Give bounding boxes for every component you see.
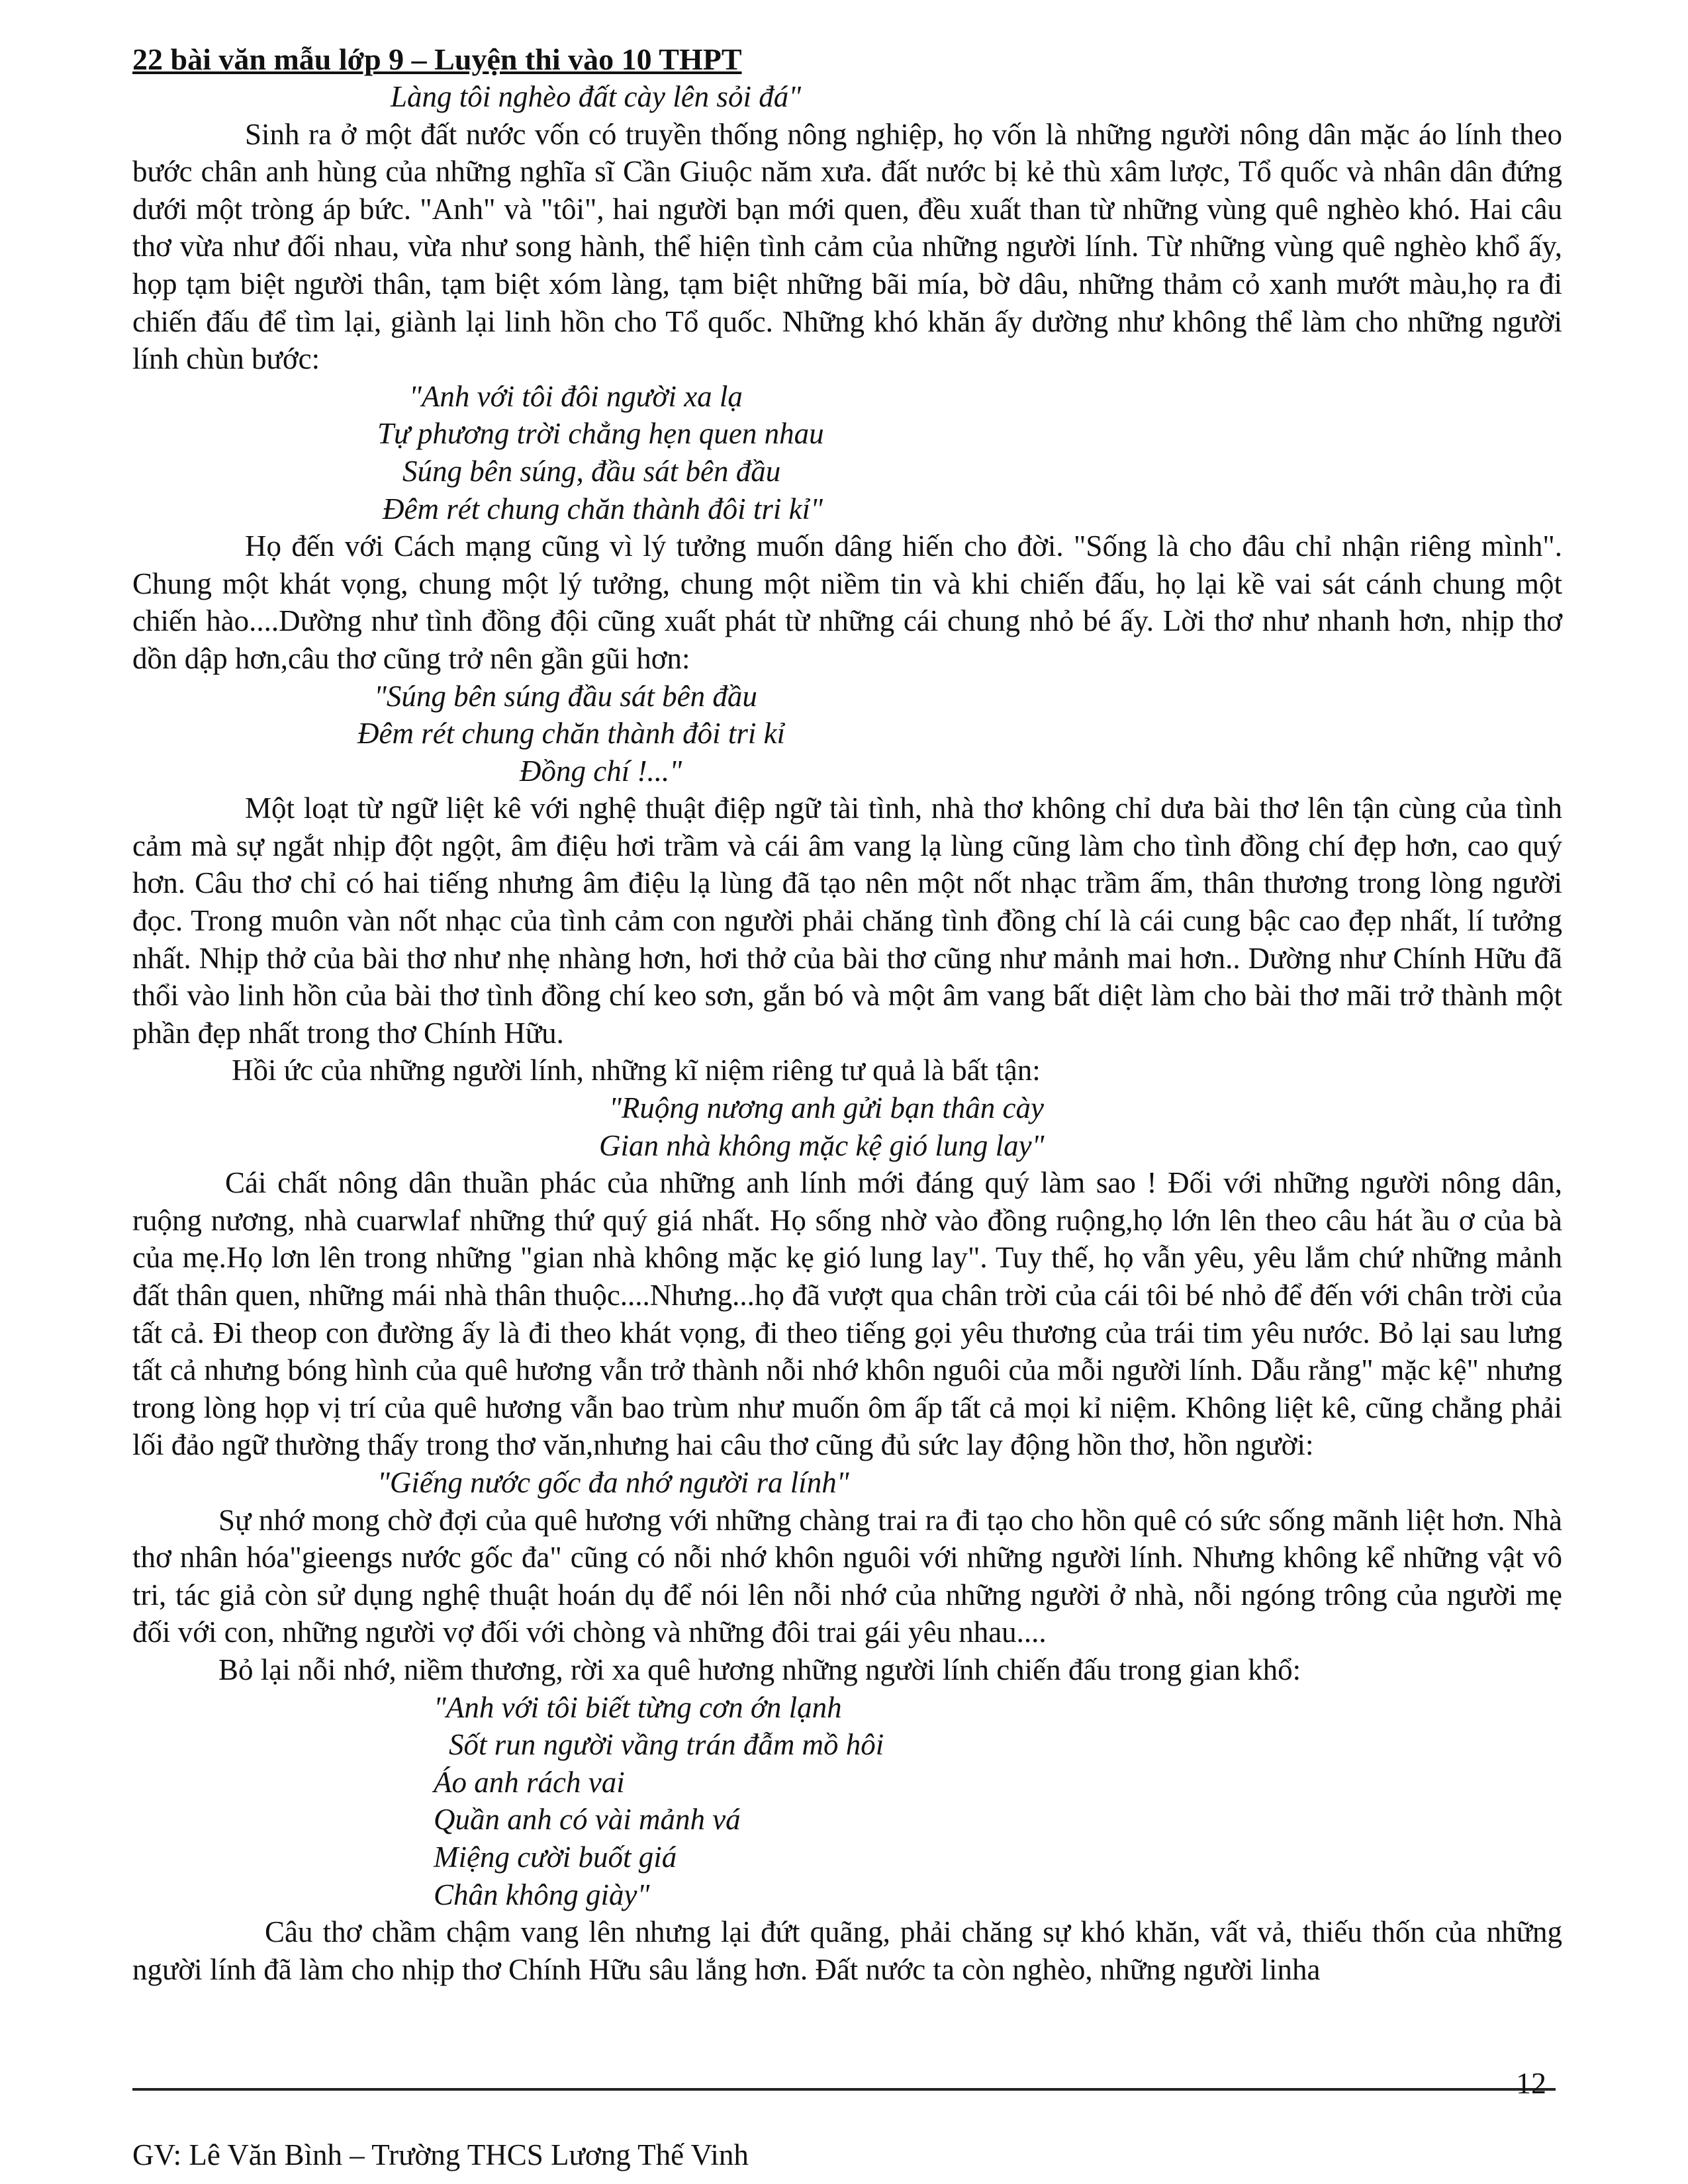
verse-line: "Súng bên súng đầu sát bên đầu — [374, 679, 757, 713]
paragraph: Bỏ lại nỗi nhớ, niềm thương, rời xa quê hương những người lính chiến đấu trong gian khổ: — [218, 1653, 1301, 1686]
paragraph: Cái chất nông dân thuần phác của những anh lính mới đáng quý làm sao ! Đối với những người nông dân, ruộng nương, nhà cuarwlaf những thứ quý giá nhất. Họ sống nhờ vào đồng ruộng,họ lớn lên theo câu hát ầu ơ của bà của mẹ.Họ lơn lên trong những "gian nhà không mặc kẹ gió lung lay". Tuy thế, họ vẫn yêu, yêu lắm chứ những mảnh đất thân quen, những mái nhà thân thuộc....Nhưng...họ đã vượt qua chân trời của cái tôi bé nhỏ để đến với chân trời của tất cả. Đi theop con đường ấy là đi theo khát vọng, đi theo tiếng gọi yêu thương của trái tim yêu nước. Bỏ lại sau lưng tất cả nhưng bóng hình của quê hương vẫn trở thành nỗi nhớ khôn nguôi của mỗi người lính. Dẫu rằng" mặc kệ" nhưng trong lòng họp vị trí của quê hương vẫn bao trùm như muốn ôm ấp tất cả mọi kỉ niệm. Không liệt kê, cũng chẳng phải lối đảo ngữ thường thấy trong thơ văn,nhưng hai câu thơ cũng đủ sức lay động hồn thơ, hồn người: — [132, 1166, 1562, 1462]
paragraph: Một loạt từ ngữ liệt kê với nghệ thuật điệp ngữ tài tình, nhà thơ không chỉ dưa bài thơ lên tận cùng của tình cảm mà sự ngắt nhịp đột ngột, âm điệu hơi trầm và cái âm vang lạ lùng cũng làm cho tình đồng chí đẹp hơn, cao quý hơn. Câu thơ chỉ có hai tiếng nhưng âm điệu lạ lùng đã tạo nên một nốt nhạc trầm ấm, thân thương trong lòng người đọc. Trong muôn vàn nốt nhạc của tình cảm con người phải chăng tình đồng chí là cái cung bậc cao đẹp nhất, lí tưởng nhất. Nhịp thở của bài thơ như nhẹ nhàng hơn, hơi thở của bài thơ cũng như mảnh mai hơn.. Dường như Chính Hữu đã thổi vào linh hồn của bài thơ tình đồng chí keo sơn, gắn bó và một âm vang bất diệt làm cho bài thơ mãi trở thành một phần đẹp nhất trong thơ Chính Hữu. — [132, 792, 1562, 1050]
document-content — [132, 41, 1562, 1988]
verse-line: Đồng chí !..." — [520, 754, 682, 788]
verse-block — [391, 78, 1562, 116]
paragraph: Họ đến với Cách mạng cũng vì lý tưởng muốn dâng hiến cho đời. "Sống là cho đâu chỉ nhận riêng mình". Chung một khát vọng, chung một lý tưởng, chung một niềm tin và khi chiến đấu, họ lại kề vai sát cánh chung một chiến hào....Dường như tình đồng đội cũng xuất phát từ những cái chung nhỏ bé ấy. Lời thơ như nhanh hơn, nhịp thơ dồn dập hơn,câu thơ cũng trở nên gần gũi hơn: — [132, 529, 1562, 675]
verse-block — [132, 1089, 1562, 1164]
paragraph: Sự nhớ mong chờ đợi của quê hương với những chàng trai ra đi tạo cho hồn quê có sức sống mãnh liệt hơn. Nhà thơ nhân hóa"gieengs nước gốc đa" cũng có nỗi nhớ khôn nguôi với những người lính. Nhưng không kể những vật vô tri, tác giả còn sử dụng nghệ thuật hoán dụ để nói lên nỗi nhớ của những người ở nhà, nỗi ngóng trông của người mẹ đối với con, những người vợ đối với chòng và những đôi trai gái yêu nhau.... — [132, 1503, 1562, 1649]
verse-line: Sốt run người vầng trán đẫm mồ hôi — [449, 1728, 884, 1762]
verse-line: Súng bên súng, đầu sát bên đầu — [402, 454, 781, 488]
verse-block — [132, 1689, 1562, 1914]
verse-line: Quần anh có vài mảnh vá — [434, 1803, 741, 1837]
footer-author: GV: Lê Văn Bình – Trường THCS Lương Thế Vinh — [132, 2138, 749, 2171]
page-number: 12 — [1516, 2066, 1546, 2100]
verse-line: Chân không giày" — [434, 1878, 650, 1911]
verse-block — [132, 678, 1562, 790]
paragraph: Sinh ra ở một đất nước vốn có truyền thống nông nghiệp, họ vốn là những người nông dân mặc áo lính theo bước chân anh hùng của những nghĩa sĩ Cần Giuộc năm xưa. đất nước bị kẻ thù xâm lược, Tổ quốc và nhân dân đứng dưới một tròng áp bức. "Anh" và "tôi", hai người bạn mới quen, đều xuất than từ những vùng quê nghèo khó. Hai câu thơ vừa như đối nhau, vừa như song hành, thể hiện tình cảm của những người lính. Từ những vùng quê nghèo khổ ấy, họp tạm biệt người thân, tạm biệt xóm làng, tạm biệt những bãi mía, bờ dâu, những thảm cỏ xanh mướt màu,họ ra đi chiến đấu để tìm lại, giành lại linh hồn cho Tổ quốc. Những khó khăn ấy dường như không thể làm cho những người lính chùn bước: — [132, 117, 1562, 376]
verse-line: Gian nhà không mặc kệ gió lung lay" — [599, 1128, 1045, 1162]
footer-divider — [132, 2088, 1556, 2091]
verse-block — [132, 1464, 1562, 1502]
verse-line: Đêm rét chung chăn thành đôi tri kỉ" — [383, 492, 823, 525]
paragraph: Hồi ức của những người lính, những kĩ niệm riêng tư quả là bất tận: — [232, 1054, 1041, 1087]
verse-line: Tự phương trời chẳng hẹn quen nhau — [377, 417, 824, 451]
document-header-title: 22 bài văn mẫu lớp 9 – Luyện thi vào 10 THPT — [132, 42, 742, 76]
verse-line: Áo anh rách vai — [434, 1765, 625, 1799]
verse-line: "Giếng nước gốc đa nhớ người ra lính" — [377, 1465, 849, 1499]
verse-line: Miệng cười buốt giá — [434, 1840, 677, 1874]
verse-line: Làng tôi nghèo đất cày lên sỏi đá" — [391, 80, 802, 113]
verse-line: "Anh với tôi biết từng cơn ớn lạnh — [434, 1690, 842, 1724]
verse-line: Đêm rét chung chăn thành đôi tri kỉ — [357, 717, 786, 751]
verse-block — [132, 378, 1562, 527]
verse-line: "Ruộng nương anh gửi bạn thân cày — [609, 1091, 1044, 1125]
verse-line: "Anh với tôi đôi người xa lạ — [409, 379, 743, 413]
paragraph: Câu thơ chầm chậm vang lên nhưng lại đứt quãng, phải chăng sự khó khăn, vất vả, thiếu thốn của những người lính đã làm cho nhịp thơ Chính Hữu sâu lắng hơn. Đất nước ta còn nghèo, những người linha — [132, 1915, 1562, 1986]
